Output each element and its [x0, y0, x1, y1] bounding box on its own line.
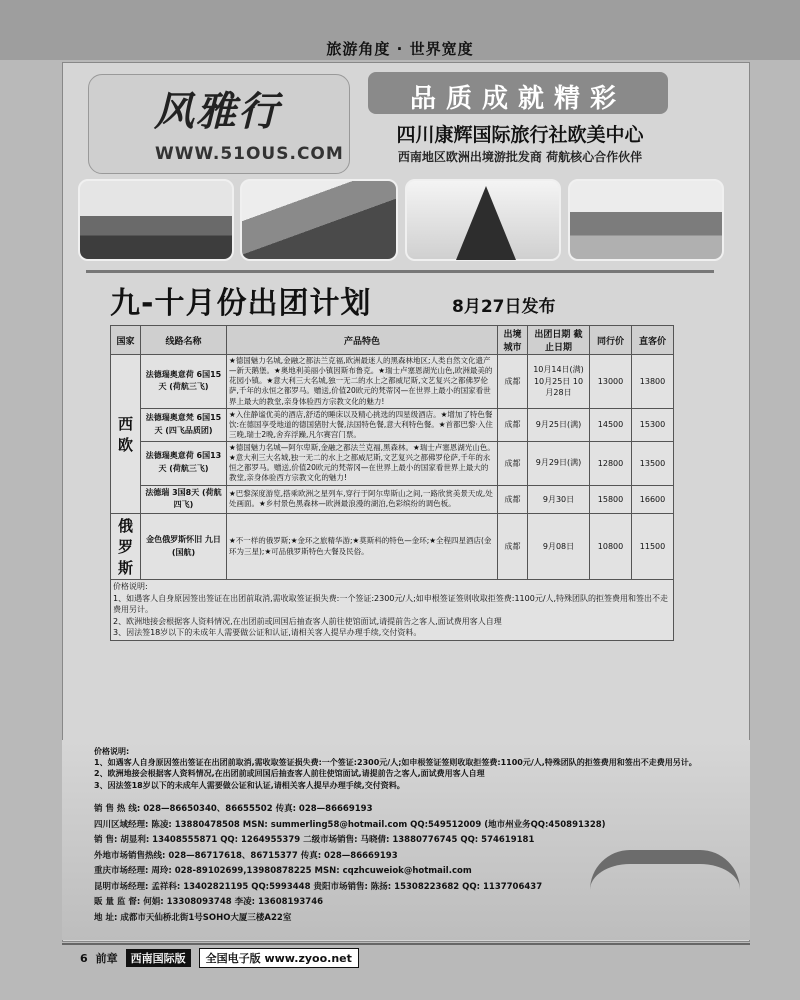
table-row: [111, 442, 674, 486]
retail-price: 15300: [632, 408, 674, 441]
divider: [86, 270, 714, 273]
region-europe: 西 欧: [111, 355, 141, 514]
plan-published: 8月27日发布: [452, 297, 556, 317]
departure-dates: 9月25日(满): [528, 408, 590, 441]
route-features: ★不一样的俄罗斯;★金环之旅精华游;★莫斯科的特色—金环;★全程四星酒店(金环为三星);★可品俄罗斯特色大餐及民俗。: [227, 514, 498, 580]
trade-price: 10800: [590, 514, 632, 580]
page-number: 6: [80, 951, 88, 965]
tour-table: [110, 325, 674, 641]
eiffel-tower-icon: [456, 186, 516, 260]
table-header-row: [111, 326, 674, 355]
table-row: [111, 485, 674, 514]
footer: [80, 948, 359, 968]
trade-price: 14500: [590, 408, 632, 441]
table-row: [111, 355, 674, 409]
col-header-retail-price: 直客价: [632, 326, 674, 355]
region-russia: 俄 罗 斯: [111, 514, 141, 580]
col-header-dates: 出团日期 截止日期: [528, 326, 590, 355]
route-name: 金色俄罗斯怀旧 九日 (国航): [141, 514, 227, 580]
plan-title: 九-十月份出团计划: [110, 286, 372, 321]
departure-city: 成都: [498, 514, 528, 580]
online-edition-link[interactable]: 全国电子版 www.zyoo.net: [199, 948, 359, 968]
contact-line: 销 售: 胡显利: 13408555871 QQ: 1264955379 二级市场销售: 马晓倩: 13880776745 QQ: 574619181: [94, 835, 535, 845]
footer-rule: [62, 943, 750, 945]
price-notes: [111, 580, 674, 641]
contact-line: 地 址: 成都市天仙桥北街1号SOHO大厦三楼A22室: [94, 912, 292, 923]
retail-price: 11500: [632, 514, 674, 580]
section-name: 前章: [95, 952, 118, 965]
departure-city: 成都: [498, 485, 528, 514]
table-notes-row: [111, 580, 674, 641]
contact-line: 販 量 监 督: 何娟: 13308093748 李凌: 13608193746: [94, 897, 324, 907]
retail-price: 13800: [632, 355, 674, 409]
contact-line: 外地市场销售热线: 028—86717618、86715377 传真: 028—86669193: [94, 850, 398, 861]
retail-price: 16600: [632, 485, 674, 514]
note-line: 2、欧洲地接会根据客人资料情况,在出团前或回国后抽查客人前往使馆面试,请提前告之客人,面试费用客人自理: [94, 769, 485, 779]
contact-line: 销 售 热 线: 028—86650340、86655502 传真: 028—86669193: [94, 804, 373, 814]
company-name: 四川康辉国际旅行社欧美中心: [396, 124, 644, 146]
contact-line: 四川区域经理: 陈凌: 13880478508 MSN: summerling58@hotmail.com QQ:549512009 (地市州业务QQ:450891328): [94, 819, 606, 830]
route-name: 法德瑞 3国8天 (荷航四飞): [141, 485, 227, 514]
notes-title: 价格说明:: [94, 747, 130, 756]
brand-logo: 风雅行: [154, 88, 280, 135]
contact-line: 昆明市场经理: 孟祥科: 13402821195 QQ:5993448 贵阳市场销售: 陈扬: 15308223682 QQ: 1137706437: [94, 881, 543, 892]
route-name: 法德瑞奥意荷 6国13天 (荷航三飞): [141, 442, 227, 486]
company-subline: 西南地区欧洲出境游批发商 荷航核心合作伙伴: [397, 150, 643, 164]
route-name: 法德瑞奥意荷 6国15天 (荷航三飞): [141, 355, 227, 409]
photo-florence: [568, 179, 724, 261]
route-name: 法德瑞奥意梵 6国15天 (四飞品质团): [141, 408, 227, 441]
route-features: ★德国魅力名城,金融之都法兰克福,欧洲最迷人的黑森林地区;人类自然文化遗产—新天鹅堡。★奥地利美丽小镇因斯布鲁克。★瑞士卢塞恩湖光山色,欧洲最美的花园小镇。★意大利三大名城,独一无二的水上之都威尼斯,文艺复兴之都佛罗伦萨,千年的永恒之都罗马。赠送,价值20欧元的梵蒂冈—在世界上最小的国家看世界上最大的教堂,亲身体验西方宗教文化的魅力!: [227, 355, 498, 409]
trade-price: 12800: [590, 442, 632, 486]
departure-dates: 9月29日(满): [528, 442, 590, 486]
departure-dates: 9月30日: [528, 485, 590, 514]
route-features: ★德国魅力名城—阿尔卑斯,金融之都法兰克福,黑森林。★瑞士卢塞恩湖光山色。★意大利三大名城,独一无二的水上之都威尼斯,文艺复兴之都佛罗伦萨,千年的永恒之都罗马。赠送,价值20欧元的梵蒂冈—在世界上最小的国家看世界上最大的教堂,亲身体验西方宗教文化的魅力!: [227, 442, 498, 486]
trade-price: 15800: [590, 485, 632, 514]
photo-alps: [240, 179, 398, 261]
departure-dates: 9月08日: [528, 514, 590, 580]
departure-dates: 10月14日(满) 10月25日 10月28日: [528, 355, 590, 409]
route-features: ★入住静谧优美的酒店,舒适的睡床以及精心挑选的四星级酒店。★增加了特色餐饮:在德国享受地道的德国猪肘大餐,法国特色餐,意大利特色餐。★首都巴黎·入住三晚,瑞士2晚,舍弃浮躁,凡尔赛宫门票。: [227, 408, 498, 441]
note-line: 3、因法签18岁以下的未成年人需要做公证和认证,请相关客人提早办理手续,交付资料。: [94, 780, 405, 790]
note-line: 2、欧洲地接会根据客人资料情况,在出团前或回国后抽查客人前往使馆面试,请提前告之客人,面试费用客人自理: [113, 616, 502, 626]
col-header-features: 产品特色: [227, 326, 498, 355]
note-line: 1、如遇客人自身原因签出签证在出团前取消,需收取签证损失费:一个签证:2300元/人;如申根签证签则收取拒签费:1100元/人,特殊团队的拒签费用和签出不走费用另计。: [113, 593, 669, 615]
table-row: [111, 514, 674, 580]
departure-city: 成都: [498, 408, 528, 441]
edition-badge: 西南国际版: [126, 949, 191, 967]
brand-url[interactable]: WWW.51OUS.COM: [155, 144, 344, 164]
retail-price: 13500: [632, 442, 674, 486]
photo-village: [78, 179, 234, 261]
col-header-route: 线路名称: [141, 326, 227, 355]
departure-city: 成都: [498, 442, 528, 486]
note-line: 1、如遇客人自身原因签出签证在出团前取消,需收取签证损失费:一个签证:2300元/人;如申根签证签则收取拒签费:1100元/人,特殊团队的拒签费用和签出不走费用另计。: [94, 758, 697, 768]
table-row: [111, 408, 674, 441]
header-slogan: 旅游角度 · 世界宽度: [326, 40, 474, 58]
route-features: ★巴黎深度游览,搭乘欧洲之星列车,穿行于阿尔卑斯山之间,一路欣赏美景天成,处处画面。★乡村景色黑森林—欧洲最浪漫的湖泊,色彩缤纷的调色板。: [227, 485, 498, 514]
col-header-trade-price: 同行价: [590, 326, 632, 355]
col-header-country: 国家: [111, 326, 141, 355]
departure-city: 成都: [498, 355, 528, 409]
price-notes-repeat: [94, 746, 714, 791]
contact-list: [94, 802, 714, 926]
brand-tagline: 品质成就精彩: [409, 84, 626, 114]
notes-title: 价格说明:: [113, 582, 148, 592]
col-header-city: 出境城市: [498, 326, 528, 355]
contact-line: 重庆市场经理: 周玲: 028-89102699,13980878225 MSN: cqzhcuweiok@hotmail.com: [94, 866, 472, 876]
note-line: 3、因法签18岁以下的未成年人需要做公证和认证,请相关客人提早办理手续,交付资料。: [113, 628, 422, 638]
trade-price: 13000: [590, 355, 632, 409]
